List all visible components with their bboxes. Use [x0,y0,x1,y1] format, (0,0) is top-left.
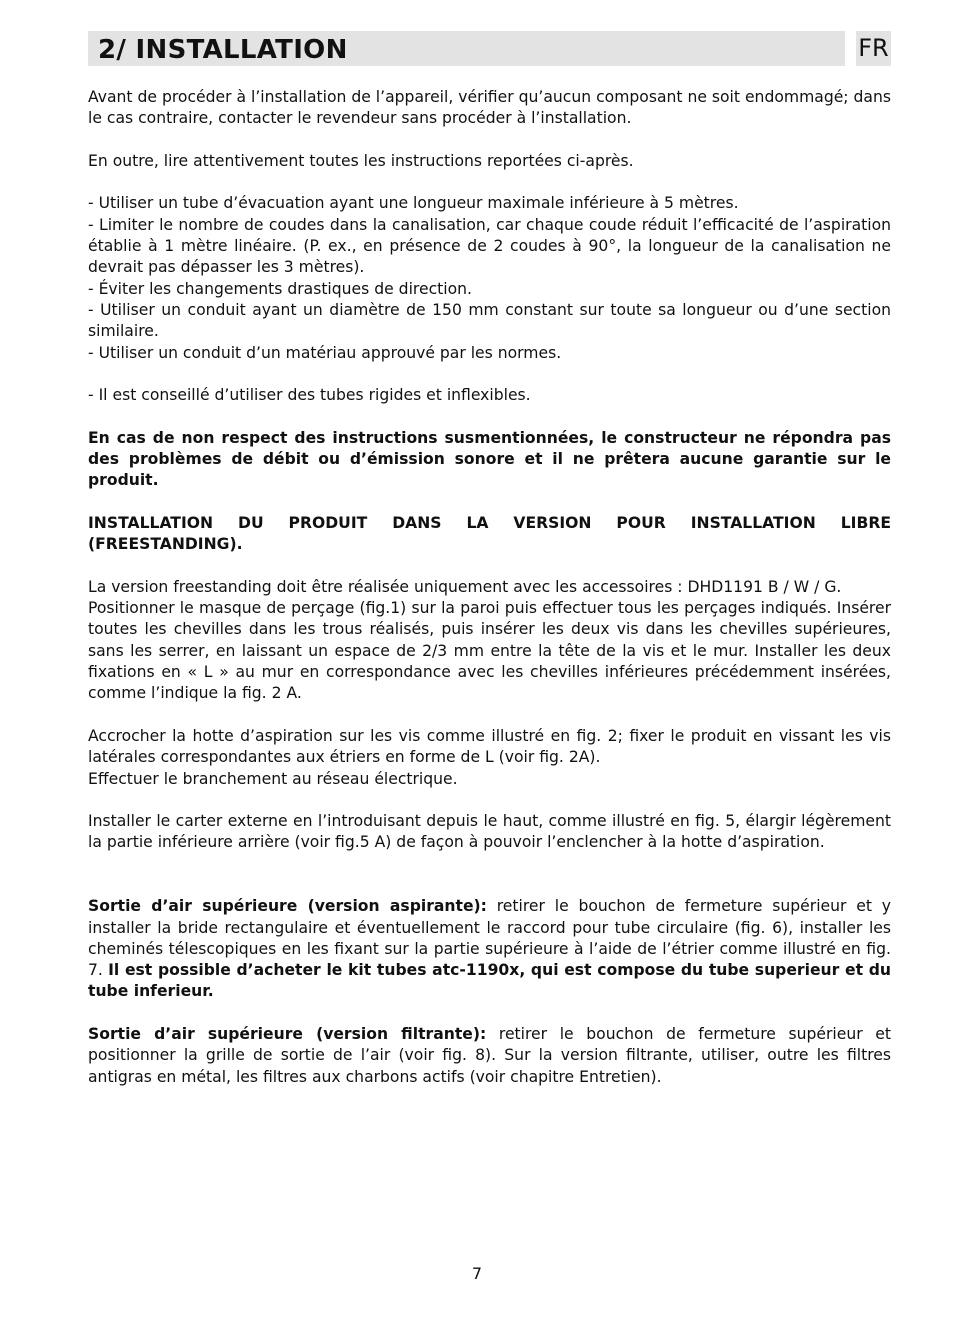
carter-paragraph: Installer le carter externe en l’introduisant depuis le haut, comme illustré en fig. 5, élargir légèrement la partie inférieure arrière (voir fig.5 A) de façon à pouvoir l’enclencher à la hotte d’aspiration. [88,812,891,852]
list-item: - Utiliser un tube d’évacuation ayant une longueur maximale inférieure à 5 mètres. [88,194,739,213]
outlet-filtrante-text: retirer le bouchon de fermeture supérieur et positionner la grille de sortie de l’air (voir fig. 8). Sur la version filtrante, utiliser, outre les filtres antigras en métal, les filtres aux charbons actifs (voir chapitre Entretien). [88,1025,891,1086]
freestanding-paragraph: Positionner le masque de perçage (fig.1) sur la paroi puis effectuer tous les perçages indiqués. Insérer toutes les chevilles dans les trous réalisés, puis insérer les deux vis dans les chevilles supérieures, sans les serrer, en laissant un espace de 2/3 mm entre la tête de la vis et le mur. Installer les deux fixations en « L » au mur en correspondance avec les chevilles inférieures précédemment insérées, comme l’indique la fig. 2 A. [88,599,891,703]
outlet-filtrante-label: Sortie d’air supérieure (version filtrante): [88,1025,487,1044]
outlet-filtrante-paragraph [88,1024,891,1088]
section-heading: INSTALLATION DU PRODUIT DANS LA VERSION POUR INSTALLATION LIBRE (FREESTANDING). [88,513,891,554]
outlet-aspirante-label: Sortie d’air supérieure (version aspirante): [88,897,487,916]
section-title: 2/ INSTALLATION [98,35,348,65]
list-item: - Utiliser un conduit ayant un diamètre de 150 mm constant sur toute sa longueur ou d’une section similaire. [88,300,891,341]
intro-paragraph: Avant de procéder à l’installation de l’appareil, vérifier qu’aucun composant ne soit endommagé; dans le cas contraire, contacter le revendeur sans procéder à l’installation. [88,88,891,128]
outlet-aspirante-text: retirer le bouchon de fermeture supérieur et y installer la bride rectangulaire et éventuellement le raccord pour tube circulaire (fig. 6), installer les cheminés télescopiques en les fixant sur la partie supérieure à l’aide de l’étrier comme illustré en fig. 7. [88,897,891,980]
outlet-aspirante-paragraph [88,896,891,1002]
list-item: - Éviter les changements drastiques de direction. [88,279,472,298]
page-number: 7 [471,1264,483,1283]
page-content [88,87,891,1088]
intro-paragraph: En outre, lire attentivement toutes les instructions reportées ci-après. [88,151,634,170]
section-header-bar [88,31,845,66]
hanging-paragraph: Accrocher la hotte d’aspiration sur les vis comme illustré en fig. 2; fixer le produit en vissant les vis latérales correspondantes aux étriers en forme de L (voir fig. 2A). [88,726,891,767]
warning-paragraph: En cas de non respect des instructions susmentionnées, le constructeur ne répondra pas des problèmes de débit ou d’émission sonore et il ne prêtera aucune garantie sur le produit. [88,428,891,490]
list-item: - Utiliser un conduit d’un matériau approuvé par les normes. [88,343,562,362]
freestanding-paragraph: La version freestanding doit être réalisée uniquement avec les accessoires : DHD1191 B / W / G. [88,577,842,596]
advice-paragraph: - Il est conseillé d’utiliser des tubes rigides et inflexibles. [88,386,531,405]
outlet-aspirante-note: Il est possible d’acheter le kit tubes atc-1190x, qui est compose du tube superieur et du tube inferieur. [88,961,891,1001]
language-badge: FR [856,31,891,66]
list-item: - Limiter le nombre de coudes dans la canalisation, car chaque coude réduit l’efficacité de l’aspiration établie à 1 mètre linéaire. (P. ex., en présence de 2 coudes à 90°, la longueur de la canalisation ne devrait pas dépasser les 3 mètres). [88,215,891,277]
hanging-paragraph: Effectuer le branchement au réseau électrique. [88,769,458,788]
